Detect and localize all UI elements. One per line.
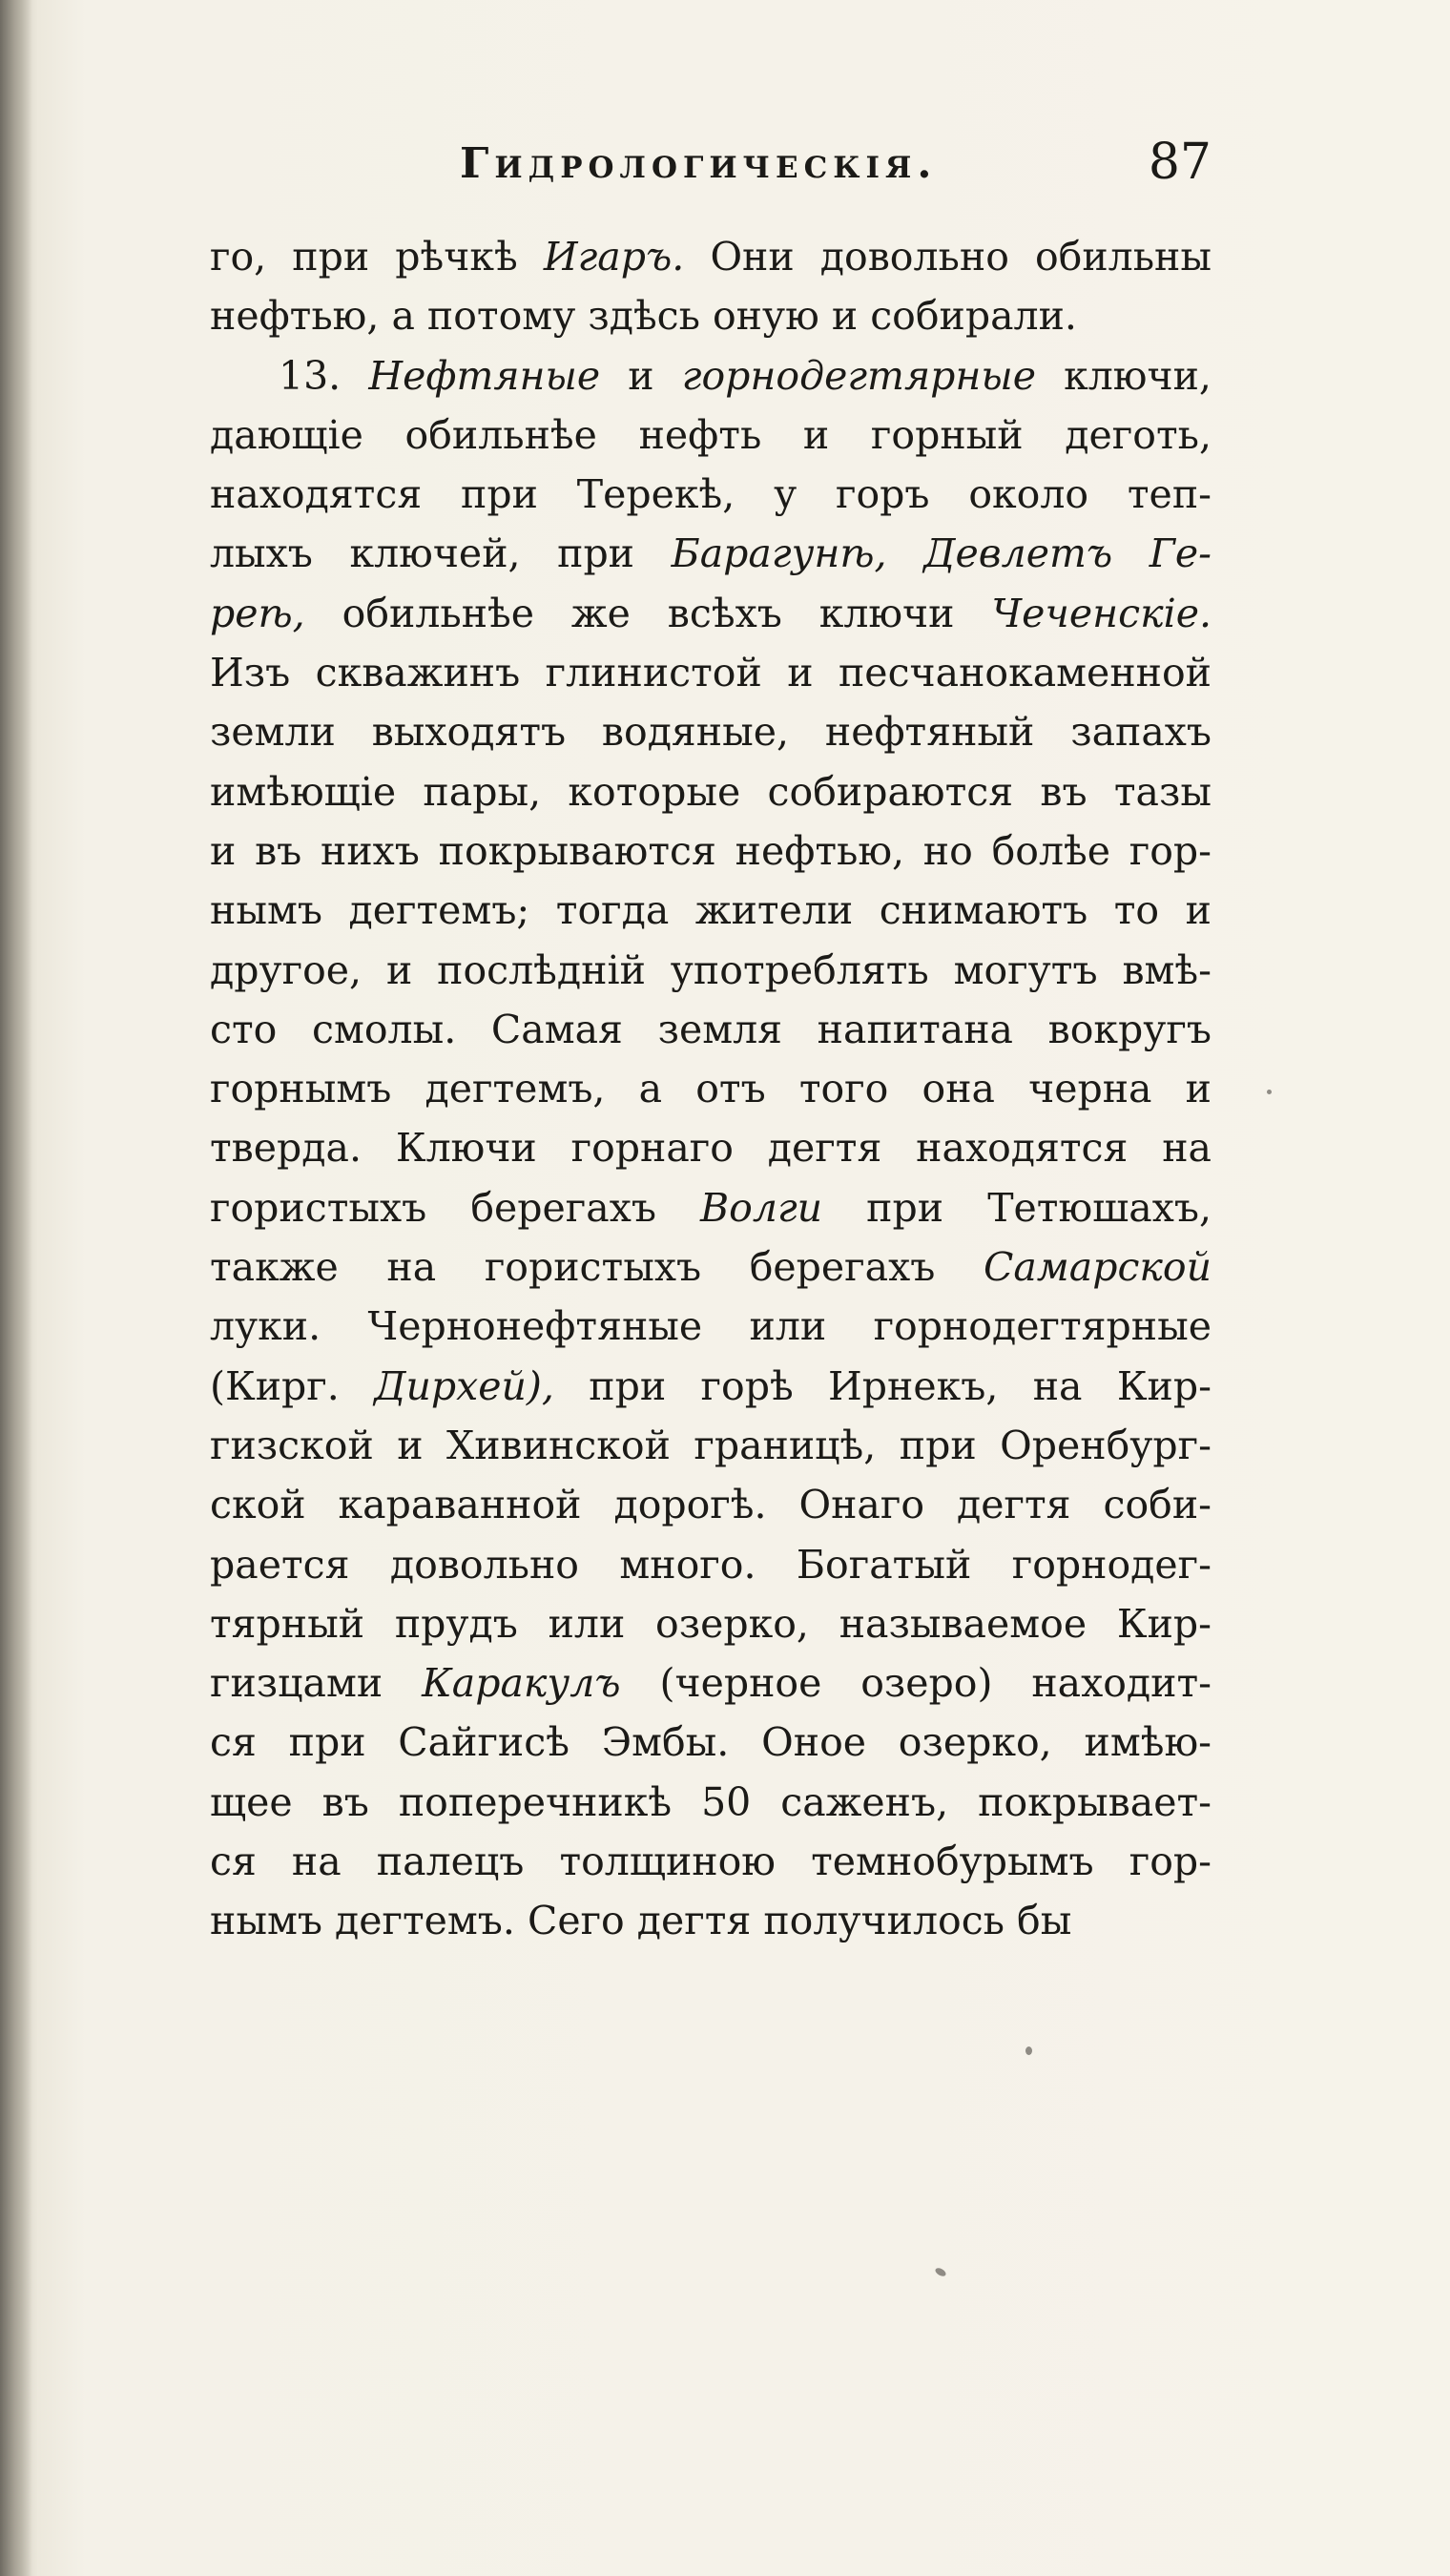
text-run: 13.: [279, 352, 369, 399]
text-run: нымъ дегтемъ. Сего дегтя получилось бы: [210, 1898, 1072, 1944]
text-line: [210, 1594, 1212, 1653]
text-line: [210, 346, 1212, 405]
italic-text: Самарской: [983, 1244, 1212, 1291]
text-line: [210, 1773, 1212, 1832]
italic-text: Каракулъ: [422, 1660, 621, 1707]
binding-shadow: [0, 0, 32, 2576]
text-line: [210, 643, 1212, 702]
text-line: [210, 1357, 1212, 1416]
text-line: [210, 1832, 1212, 1891]
italic-text: Дирхей),: [374, 1362, 554, 1409]
text-line: [210, 465, 1212, 524]
text-run: обильнѣе же всѣхъ ключи: [304, 590, 992, 636]
text-line: [210, 1891, 1212, 1950]
text-run: рается довольно много. Богатый горнодег-: [210, 1541, 1212, 1588]
text-run: лыхъ ключей, при: [210, 530, 672, 577]
text-run: ся при Сайгисѣ Эмбы. Оное озерко, имѣю-: [210, 1719, 1212, 1766]
text-run: находятся при Терекѣ, у горъ около теп-: [210, 471, 1212, 518]
text-line: [210, 227, 1212, 286]
text-line: [210, 1237, 1212, 1297]
italic-text: реѣ,: [210, 590, 305, 636]
text-run: тверда. Ключи горнаго дегтя находятся на: [210, 1125, 1212, 1172]
italic-text: Волги: [700, 1184, 823, 1231]
text-line: [210, 1297, 1212, 1356]
text-line: [210, 1653, 1212, 1713]
italic-text: Игаръ.: [543, 234, 685, 280]
text-run: при Тетюшахъ,: [822, 1184, 1212, 1231]
paper-speck: [934, 2266, 947, 2277]
text-line: [210, 584, 1212, 643]
text-line: [210, 702, 1212, 761]
text-run: щее въ поперечникѣ 50 саженъ, покрывает-: [210, 1778, 1212, 1825]
text-run: Они довольно обильны: [684, 234, 1212, 280]
text-line: [210, 1535, 1212, 1594]
italic-text: Чеченскіе.: [991, 590, 1212, 636]
paper-speck: [1025, 2046, 1032, 2055]
text-line: [210, 1178, 1212, 1237]
text-run: дающіе обильнѣе нефть и горный деготь,: [210, 411, 1212, 458]
text-run: гизцами: [210, 1660, 423, 1707]
text-run: нымъ дегтемъ; тогда жители снимаютъ то и: [210, 887, 1212, 934]
text-run: луки. Чернонефтяные или горнодегтярные: [210, 1303, 1212, 1350]
italic-text: горнодегтярные: [681, 352, 1036, 399]
text-run: го, при рѣчкѣ: [210, 234, 544, 280]
text-run: земли выходятъ водяные, нефтяный запахъ: [210, 709, 1212, 756]
text-run: другое, и послѣдній употреблять могутъ вмѣ-: [210, 946, 1212, 993]
text-run: и въ нихъ покрываются нефтью, но болѣе гор-: [210, 827, 1212, 874]
text-line: [210, 762, 1212, 821]
text-run: ключи,: [1036, 352, 1212, 399]
running-head: Гидрологическія.: [460, 139, 938, 188]
text-run: сто смолы. Самая земля напитана вокругъ: [210, 1006, 1212, 1052]
text-line: [210, 821, 1212, 881]
text-line: [210, 1059, 1212, 1118]
text-run: при горѣ Ирнекъ, на Кир-: [553, 1362, 1212, 1409]
text-run: также на гористыхъ берегахъ: [210, 1244, 984, 1291]
text-run: нефтью, а потому здѣсь оную и собирали.: [210, 293, 1077, 340]
text-line: [210, 1118, 1212, 1177]
text-run: (черное озеро) находит-: [620, 1660, 1212, 1707]
text-line: [210, 286, 1212, 345]
text-line: [210, 524, 1212, 583]
page-number: 87: [1148, 134, 1212, 191]
text-line: [210, 405, 1212, 465]
text-run: гизской и Хивинской границѣ, при Оренбург-: [210, 1422, 1212, 1468]
text-line: [210, 1000, 1212, 1059]
text-run: горнымъ дегтемъ, а отъ того она черна и: [210, 1066, 1212, 1112]
body-text: [210, 227, 1212, 1951]
paper-speck: [1267, 1090, 1272, 1094]
text-line: [210, 1713, 1212, 1772]
text-line: [210, 1416, 1212, 1475]
text-line: [210, 881, 1212, 940]
text-line: [210, 941, 1212, 1000]
italic-text: Барагунѣ, Девлетъ Ге-: [671, 530, 1212, 577]
text-run: гористыхъ берегахъ: [210, 1184, 701, 1231]
text-line: [210, 1475, 1212, 1534]
text-run: (Кирг.: [210, 1362, 375, 1409]
text-run: Изъ скважинъ глинистой и песчанокаменной: [210, 650, 1212, 696]
text-run: имѣющіе пары, которые собираются въ тазы: [210, 768, 1212, 815]
text-run: ся на палецъ толщиною темнобурымъ гор-: [210, 1839, 1212, 1885]
text-run: и: [600, 352, 682, 399]
page-header: [210, 134, 1212, 210]
italic-text: Нефтяные: [368, 352, 601, 399]
text-run: тярный прудъ или озерко, называемое Кир-: [210, 1600, 1212, 1647]
text-run: ской караванной дорогѣ. Онаго дегтя соби-: [210, 1482, 1212, 1528]
